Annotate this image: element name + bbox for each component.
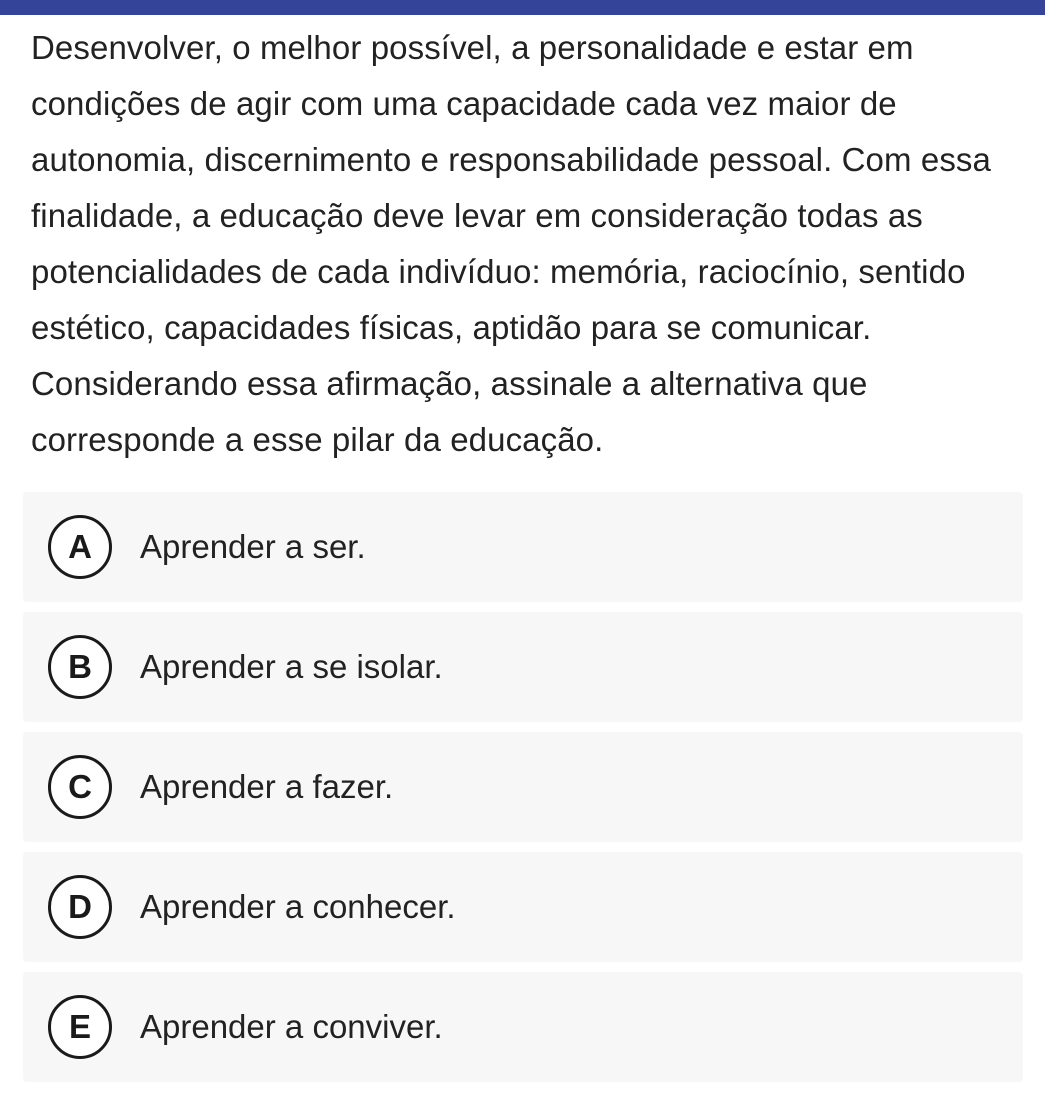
option-letter-badge: B — [48, 635, 112, 699]
option-text: Aprender a ser. — [140, 528, 366, 565]
option-c[interactable] — [23, 732, 1023, 842]
option-letter-badge: A — [48, 515, 112, 579]
option-text: Aprender a se isolar. — [140, 648, 443, 685]
top-accent-bar — [0, 0, 1045, 15]
answer-options — [23, 492, 1023, 1082]
option-text: Aprender a fazer. — [140, 768, 394, 805]
option-d[interactable] — [23, 852, 1023, 962]
question-text: Desenvolver, o melhor possível, a personalidade e estar em condições de agir com uma capacidade cada vez maior de autonomia, discernimento e responsabilidade pessoal. Com essa finalidade, a educação deve levar em consideração todas as potencialidades de cada indivíduo: memória, raciocínio, sentido estético, capacidades físicas, aptidão para se comunicar. Considerando essa afirmação, assinale a alternativa que corresponde a esse pilar da educação. — [31, 29, 991, 458]
option-b[interactable] — [23, 612, 1023, 722]
option-e[interactable] — [23, 972, 1023, 1082]
option-letter-badge: C — [48, 755, 112, 819]
option-letter-badge: D — [48, 875, 112, 939]
option-letter-badge: E — [48, 995, 112, 1059]
option-text: Aprender a conhecer. — [140, 888, 456, 925]
option-a[interactable] — [23, 492, 1023, 602]
option-text: Aprender a conviver. — [140, 1008, 443, 1045]
